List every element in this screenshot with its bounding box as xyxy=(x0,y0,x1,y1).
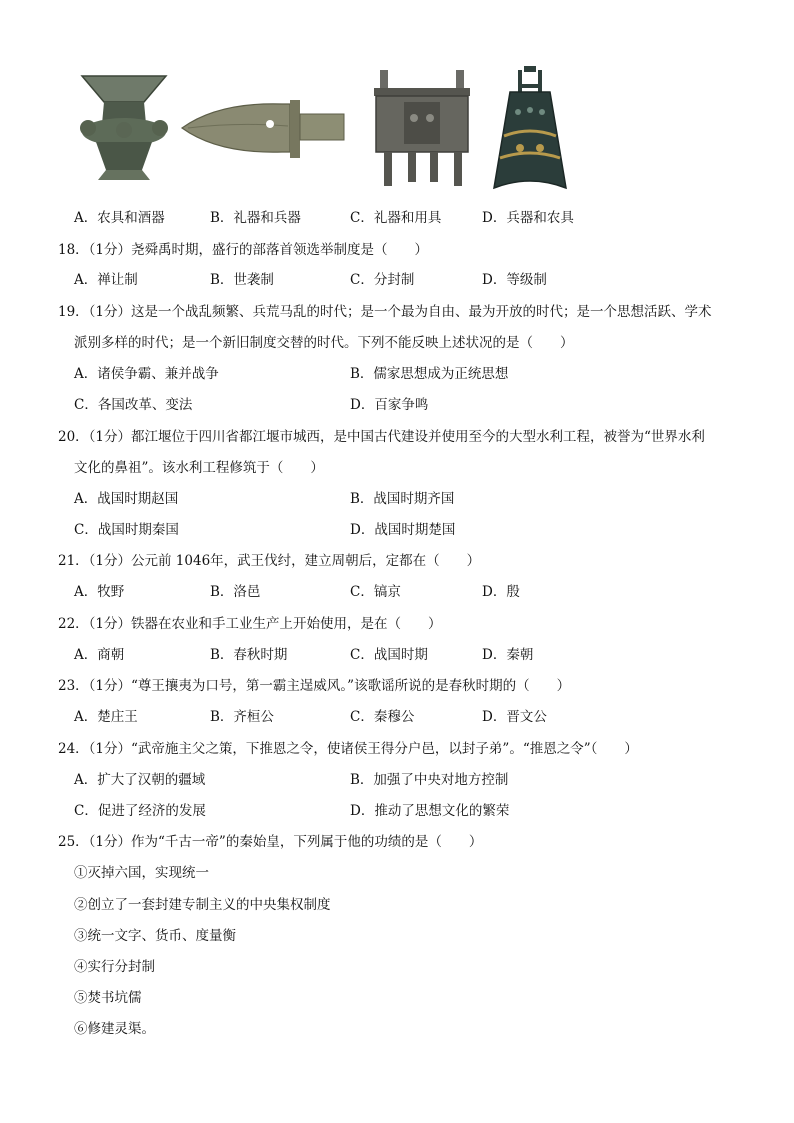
bronze-zun-wine-vessel-icon xyxy=(74,62,174,194)
q22-option-b: B．春秋时期 xyxy=(210,647,288,663)
q17-option-c: C．礼器和用具 xyxy=(350,210,442,226)
q19-option-a: A．诸侯争霸、兼并战争 xyxy=(74,366,219,382)
q22-option-a: A．商朝 xyxy=(74,647,125,663)
q20-option-d: D．战国时期楚国 xyxy=(350,522,456,538)
q24-option-d: D．推动了思想文化的繁荣 xyxy=(350,803,510,819)
q21-option-c: C．镐京 xyxy=(350,584,401,600)
q21-option-d: D．殷 xyxy=(482,584,520,600)
q19-option-c: C．各国改革、变法 xyxy=(74,397,193,413)
question-23: 23．（1分）“尊王攘夷为口号，第一霸主逞威风。”该歌谣所说的是春秋时期的（ ） xyxy=(58,678,571,694)
q25-item-4: ④实行分封制 xyxy=(74,959,155,975)
q18-option-d: D．等级制 xyxy=(482,272,547,288)
question-19-line-1: 19．（1分）这是一个战乱频繁、兵荒马乱的时代；是一个最为自由、最为开放的时代；是一个思想活跃、学术 xyxy=(58,304,712,320)
q23-option-b: B．齐桓公 xyxy=(210,709,274,725)
q24-option-b: B．加强了中央对地方控制 xyxy=(350,772,509,788)
question-22: 22．（1分）铁器在农业和手工业生产上开始使用，是在（ ） xyxy=(58,616,442,632)
q18-option-a: A．禅让制 xyxy=(74,272,138,288)
q17-option-a: A．农具和酒器 xyxy=(74,210,165,226)
question-21: 21．（1分）公元前 1046年，武王伐纣，建立周朝后，定都在（ ） xyxy=(58,553,481,569)
q21-option-b: B．洛邑 xyxy=(210,584,261,600)
q25-item-1: ①灭掉六国，实现统一 xyxy=(74,865,209,881)
q25-item-3: ③统一文字、货币、度量衡 xyxy=(74,928,236,944)
square-ding-cauldron-icon xyxy=(368,62,476,194)
q20-option-c: C．战国时期秦国 xyxy=(74,522,179,538)
bronze-bell-icon xyxy=(488,62,572,194)
question-18: 18．（1分）尧舜禹时期，盛行的部落首领选举制度是（ ） xyxy=(58,242,429,258)
question-19-line-2: 派别多样的时代；是一个新旧制度交替的时代。下列不能反映上述状况的是（ ） xyxy=(74,335,574,351)
q17-option-d: D．兵器和农具 xyxy=(482,210,574,226)
q24-option-a: A．扩大了汉朝的疆域 xyxy=(74,772,206,788)
q20-option-b: B．战国时期齐国 xyxy=(350,491,455,507)
q23-option-d: D．晋文公 xyxy=(482,709,547,725)
q25-item-6: ⑥修建灵渠。 xyxy=(74,1021,155,1037)
question-20-line-1: 20．（1分）都江堰位于四川省都江堰市城西，是中国古代建设并使用至今的大型水利工程，被誉为“世界水利 xyxy=(58,429,705,445)
q25-item-2: ②创立了一套封建专制主义的中央集权制度 xyxy=(74,897,331,913)
q18-option-b: B．世袭制 xyxy=(210,272,274,288)
question-20-line-2: 文化的鼻祖”。该水利工程修筑于（ ） xyxy=(74,460,324,476)
q25-item-5: ⑤焚书坑儒 xyxy=(74,990,142,1006)
question-24: 24．（1分）“武帝施主父之策，下推恩之令，使诸侯王得分户邑，以封子弟”。“推恩之令”（ ） xyxy=(58,741,638,757)
bronze-ge-blade-weapon-icon xyxy=(178,62,348,194)
q18-option-c: C．分封制 xyxy=(350,272,415,288)
q24-option-c: C．促进了经济的发展 xyxy=(74,803,206,819)
q20-option-a: A．战国时期赵国 xyxy=(74,491,179,507)
q19-option-b: B．儒家思想成为正统思想 xyxy=(350,366,509,382)
q21-option-a: A．牧野 xyxy=(74,584,125,600)
q22-option-d: D．秦朝 xyxy=(482,647,534,663)
question-25: 25．（1分）作为“千古一帝”的秦始皇，下列属于他的功绩的是（ ） xyxy=(58,834,483,850)
q23-option-c: C．秦穆公 xyxy=(350,709,415,725)
q23-option-a: A．楚庄王 xyxy=(74,709,138,725)
q17-option-b: B．礼器和兵器 xyxy=(210,210,301,226)
q19-option-d: D．百家争鸣 xyxy=(350,397,429,413)
q22-option-c: C．战国时期 xyxy=(350,647,428,663)
